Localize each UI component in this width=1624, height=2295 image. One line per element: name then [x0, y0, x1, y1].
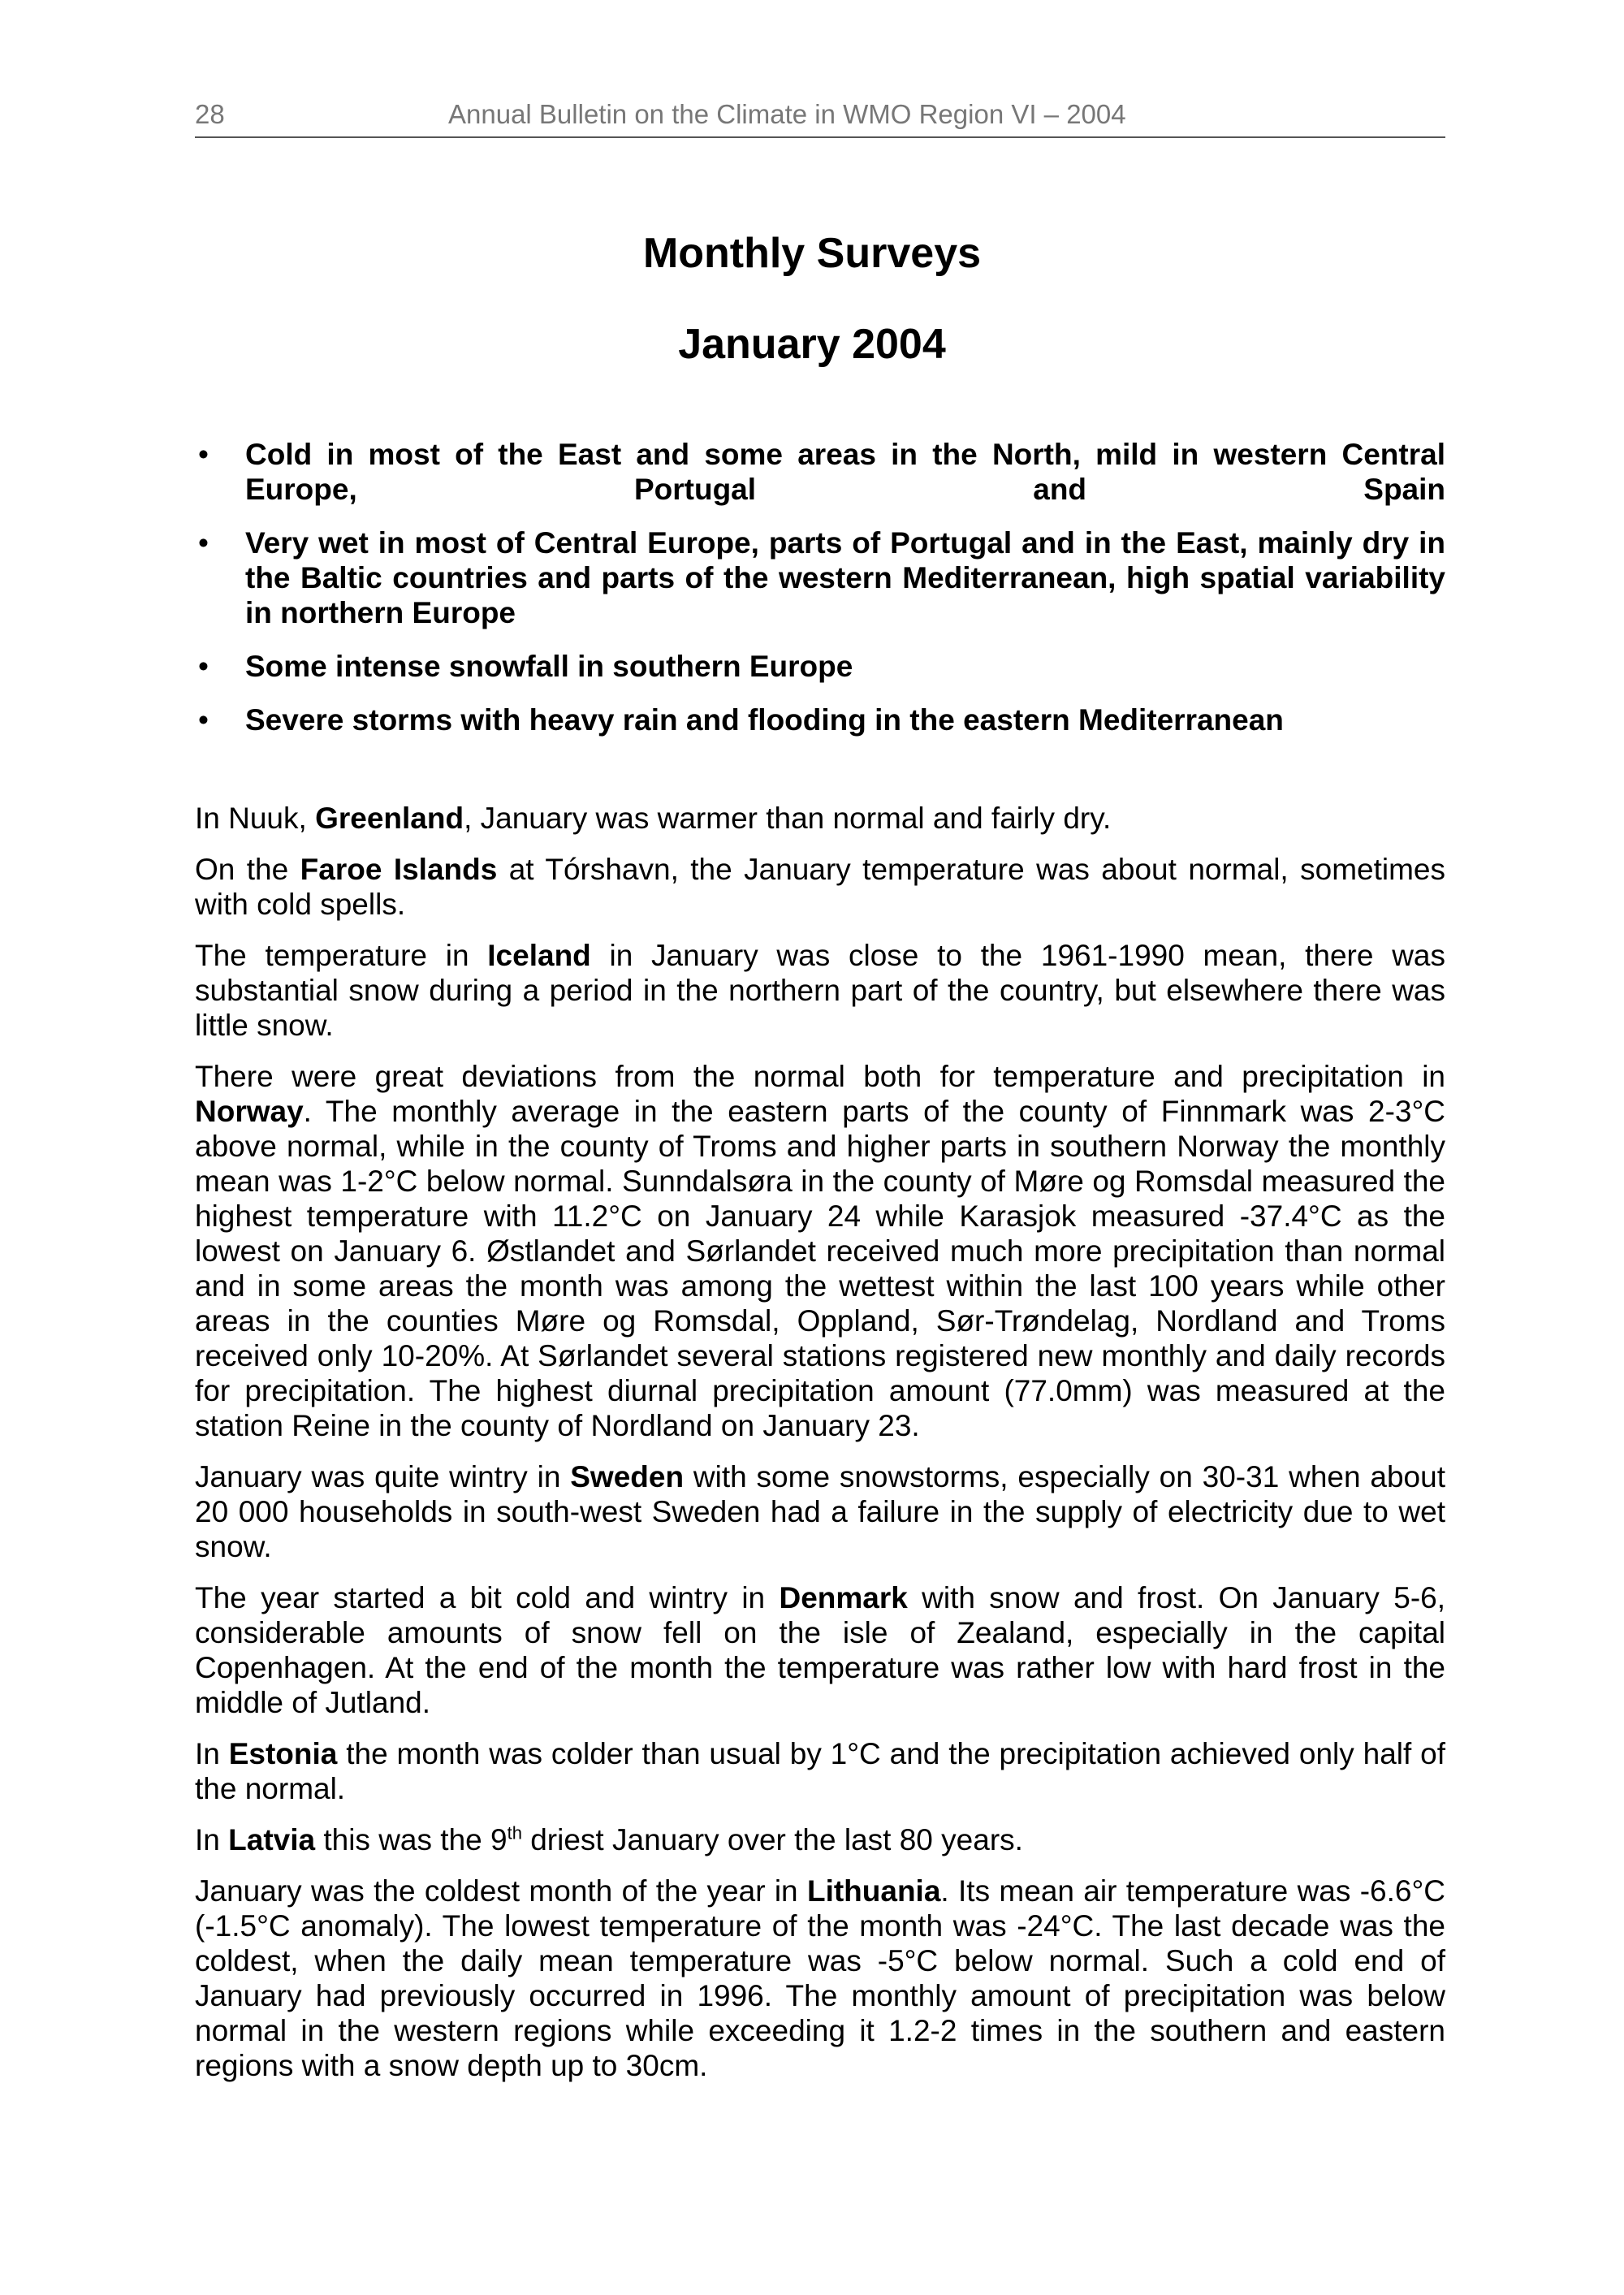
- highlight-item: • Very wet in most of Central Europe, parts of Portugal and in the East, mainly dry in the Baltic countries and parts of the western Mediterranean, high spatial variability in northern Europe: [195, 525, 1445, 630]
- highlight-item: • Some intense snowfall in southern Europe: [195, 649, 1445, 684]
- paragraph-lithuania: January was the coldest month of the year in Lithuania. Its mean air temperature was -6.6°C (-1.5°C anomaly). The lowest temperature of the month was -24°C. The last decade was the coldest, when the daily mean temperature was -5°C below normal. Such a cold end of January had previously occurred in 1996. The monthly amount of precipitation was below normal in the western regions while exceeding it 1.2-2 times in the southern and eastern regions with a snow depth up to 30cm.: [195, 1874, 1445, 2082]
- highlight-item: • Severe storms with heavy rain and flooding in the eastern Mediterranean: [195, 702, 1445, 737]
- country-name: Iceland: [487, 939, 591, 972]
- country-name: Greenland: [315, 802, 464, 835]
- paragraph-latvia: In Latvia this was the 9th driest January over the last 80 years.: [195, 1822, 1023, 1856]
- country-name: Lithuania: [806, 1874, 941, 1908]
- paragraph-denmark: The year started a bit cold and wintry in Denmark with snow and frost. On January 5-6, considerable amounts of snow fell on the isle of Zealand, especially in the capital Copenhagen. At the end of the month the temperature was rather low with hard frost in the middle of Jutland.: [195, 1581, 1445, 1719]
- page-title: Monthly Surveys: [642, 230, 982, 277]
- paragraph-norway: There were great deviations from the normal both for temperature and precipitation in Norway. The monthly average in the eastern parts of the county of Finnmark was 2-3°C above normal, while in the county of Troms and higher parts in southern Norway the monthly mean was 1-2°C below normal. Sunndalsøra in the county of Møre og Romsdal measured the highest temperature with 11.2°C on January 24 while Karasjok measured -37.4°C as the lowest on January 6. Østlandet and Sørlandet received much more precipitation than normal and in some areas the month was among the wettest within the last 100 years while other areas in the counties Møre og Romsdal, Oppland, Sør-Trøndelag, Nordland and Troms received only 10-20%. At Sørlandet several stations registered new monthly and daily records for precipitation. The highest diurnal precipitation amount (77.0mm) was measured at the station Reine in the county of Nordland on January 23.: [195, 1060, 1445, 1442]
- country-name: Norway: [195, 1095, 304, 1128]
- country-name: Estonia: [228, 1737, 338, 1770]
- paragraph-estonia: In Estonia the month was colder than usual by 1°C and the precipitation achieved only half of the normal.: [195, 1737, 1445, 1805]
- body-text: [195, 801, 1445, 2099]
- running-title: Annual Bulletin on the Climate in WMO Region VI – 2004: [448, 99, 1126, 129]
- highlight-item: • Cold in most of the East and some areas in the North, mild in western Central Europe, Portugal and Spain: [195, 437, 1445, 507]
- paragraph-greenland: In Nuuk, Greenland, January was warmer than normal and fairly dry.: [195, 802, 1112, 835]
- paragraph-faroe-islands: On the Faroe Islands at Tórshavn, the January temperature was about normal, sometimes with cold spells.: [195, 853, 1445, 921]
- country-name: Sweden: [570, 1460, 685, 1493]
- country-name: Latvia: [228, 1823, 316, 1856]
- country-name: Denmark: [779, 1581, 908, 1614]
- highlights-list: [195, 437, 1445, 756]
- country-name: Faroe Islands: [300, 853, 498, 886]
- page-subtitle: January 2004: [678, 321, 946, 368]
- paragraph-iceland: The temperature in Iceland in January was close to the 1961-1990 mean, there was substantial snow during a period in the northern part of the country, but elsewhere there was little snow.: [195, 939, 1445, 1042]
- paragraph-sweden: January was quite wintry in Sweden with some snowstorms, especially on 30-31 when about 20 000 households in south-west Sweden had a failure in the supply of electricity due to wet snow.: [195, 1460, 1445, 1563]
- page-number: 28: [195, 99, 225, 129]
- page-header: [195, 96, 1445, 138]
